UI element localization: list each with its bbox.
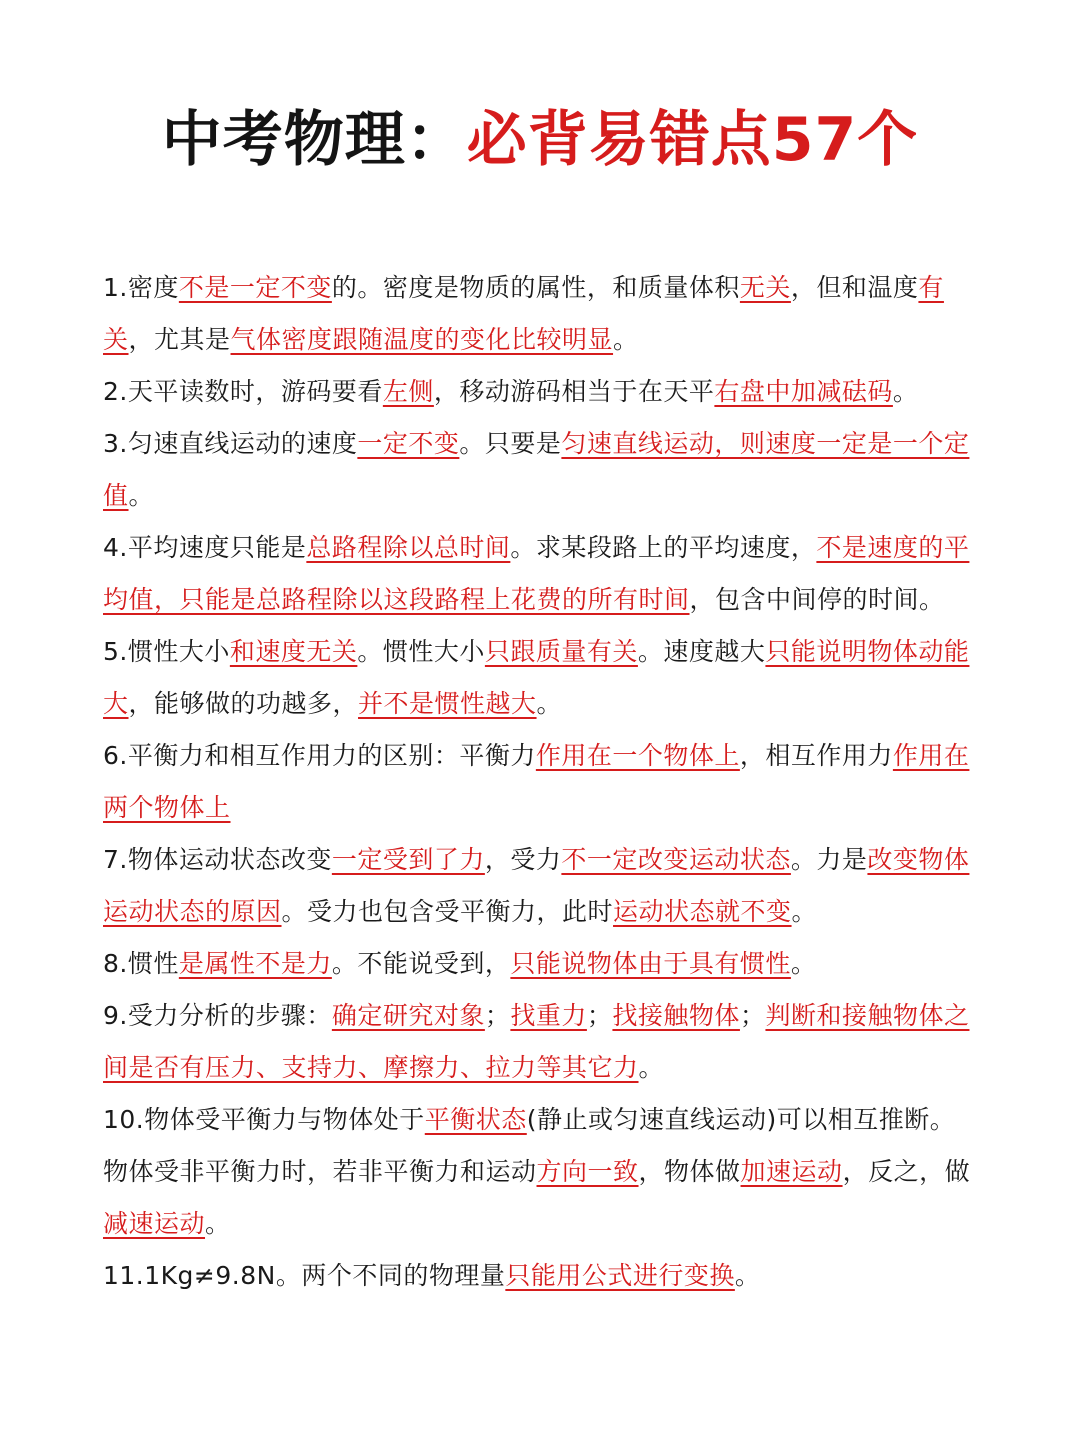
list-item — [103, 938, 975, 990]
key-points-list — [103, 262, 975, 1302]
highlighted-text: 作用在一个物体上 — [535, 741, 740, 770]
body-text: 11.1Kg≠9.8N。两个不同的物理量 — [103, 1261, 506, 1290]
body-text: ，能够做的功越多， — [128, 689, 359, 718]
title-highlight: 必背易错点57个 — [466, 105, 919, 175]
body-text: 。 — [892, 377, 919, 406]
highlighted-text: 只能用公式进行变换 — [505, 1261, 735, 1290]
body-text: 6.平衡力和相互作用力的区别：平衡力 — [103, 741, 536, 770]
highlighted-text: 只跟质量有关 — [484, 637, 638, 666]
body-text: 。 — [128, 481, 155, 510]
highlighted-text: 判断和接触物体之间是否有压力、支持力、摩擦力、拉力等其它力 — [103, 1001, 970, 1082]
body-text: (静止或匀速直线运动)可以相互推断。物体受非平衡力时，若非平衡力和运动 — [103, 1105, 956, 1186]
body-text: ，移动游码相当于在天平 — [433, 377, 715, 406]
body-text: 。求某段路上的平均速度， — [510, 533, 817, 562]
page-title — [0, 92, 1080, 178]
body-text: 。 — [638, 1053, 665, 1082]
list-item — [103, 834, 975, 938]
body-text: 的。密度是物质的属性，和质量体积 — [331, 273, 740, 302]
body-text: 。速度越大 — [637, 637, 766, 666]
body-text: 8.惯性 — [103, 949, 179, 978]
body-text: ； — [586, 1001, 613, 1030]
highlighted-text: 并不是惯性越大 — [358, 689, 537, 718]
body-text: ，但和温度 — [790, 273, 919, 302]
body-text: 。力是 — [790, 845, 868, 874]
body-text: ； — [739, 1001, 766, 1030]
list-item — [103, 262, 975, 366]
body-text: ，相互作用力 — [739, 741, 893, 770]
highlighted-text: 是属性不是力 — [178, 949, 332, 978]
highlighted-text: 左侧 — [382, 377, 434, 406]
highlighted-text: 找重力 — [510, 1001, 587, 1030]
list-item — [103, 1250, 975, 1302]
list-item — [103, 366, 975, 418]
body-text: 。 — [205, 1209, 231, 1238]
body-text: ； — [484, 1001, 511, 1030]
body-text: 1.密度 — [103, 273, 179, 302]
list-item — [103, 730, 975, 834]
highlighted-text: 气体密度跟随温度的变化比较明显 — [230, 325, 614, 354]
list-item — [103, 626, 975, 730]
highlighted-text: 一定受到了力 — [331, 845, 485, 874]
body-text: ，尤其是 — [128, 325, 231, 354]
list-item — [103, 990, 975, 1094]
body-text: 。不能说受到， — [331, 949, 511, 978]
highlighted-text: 减速运动 — [103, 1209, 206, 1238]
highlighted-text: 右盘中加减砝码 — [714, 377, 893, 406]
body-text: 5.惯性大小 — [103, 637, 230, 666]
body-text: 。 — [791, 897, 818, 926]
title-prefix: 中考物理： — [161, 105, 467, 175]
highlighted-text: 改变物体运动状态的原因 — [103, 845, 970, 926]
list-item — [103, 418, 975, 522]
body-text: 。 — [734, 1261, 761, 1290]
body-text: ，受力 — [484, 845, 562, 874]
body-text: 7.物体运动状态改变 — [103, 845, 332, 874]
body-text: 3.匀速直线运动的速度 — [103, 429, 358, 458]
body-text: 4.平均速度只能是 — [103, 533, 307, 562]
highlighted-text: 运动状态就不变 — [613, 897, 792, 926]
highlighted-text: 只能说物体由于具有惯性 — [510, 949, 791, 978]
body-text: 。 — [536, 689, 563, 718]
highlighted-text: 不一定改变运动状态 — [561, 845, 791, 874]
highlighted-text: 总路程除以总时间 — [306, 533, 511, 562]
body-text: 。惯性大小 — [357, 637, 485, 666]
highlighted-text: 有关 — [103, 273, 944, 354]
body-text: 。 — [790, 949, 817, 978]
body-text: 。 — [613, 325, 639, 354]
body-text: 2.天平读数时，游码要看 — [103, 377, 383, 406]
highlighted-text: 和速度无关 — [229, 637, 358, 666]
list-item — [103, 522, 975, 626]
highlighted-text: 不是一定不变 — [178, 273, 332, 302]
highlighted-text: 匀速直线运动，则速度一定是一个定值 — [103, 429, 970, 510]
body-text: 9.受力分析的步骤： — [103, 1001, 332, 1030]
list-item — [103, 1094, 975, 1250]
highlighted-text: 只能说明物体动能大 — [103, 637, 970, 718]
highlighted-text: 加速运动 — [740, 1157, 843, 1186]
highlighted-text: 找接触物体 — [612, 1001, 740, 1030]
highlighted-text: 不是速度的平均值，只能是总路程除以这段路程上花费的所有时间 — [103, 533, 970, 614]
highlighted-text: 一定不变 — [357, 429, 460, 458]
body-text: ，物体做 — [638, 1157, 741, 1186]
body-text: ，包含中间停的时间。 — [689, 585, 945, 614]
highlighted-text: 无关 — [739, 273, 791, 302]
highlighted-text: 作用在两个物体上 — [103, 741, 970, 822]
highlighted-text: 方向一致 — [536, 1157, 639, 1186]
body-text: 。只要是 — [459, 429, 562, 458]
body-text: ，反之，做 — [842, 1157, 971, 1186]
body-text: 10.物体受平衡力与物体处于 — [103, 1105, 425, 1134]
highlighted-text: 平衡状态 — [424, 1105, 527, 1134]
highlighted-text: 确定研究对象 — [331, 1001, 485, 1030]
body-text: 。受力也包含受平衡力，此时 — [281, 897, 614, 926]
